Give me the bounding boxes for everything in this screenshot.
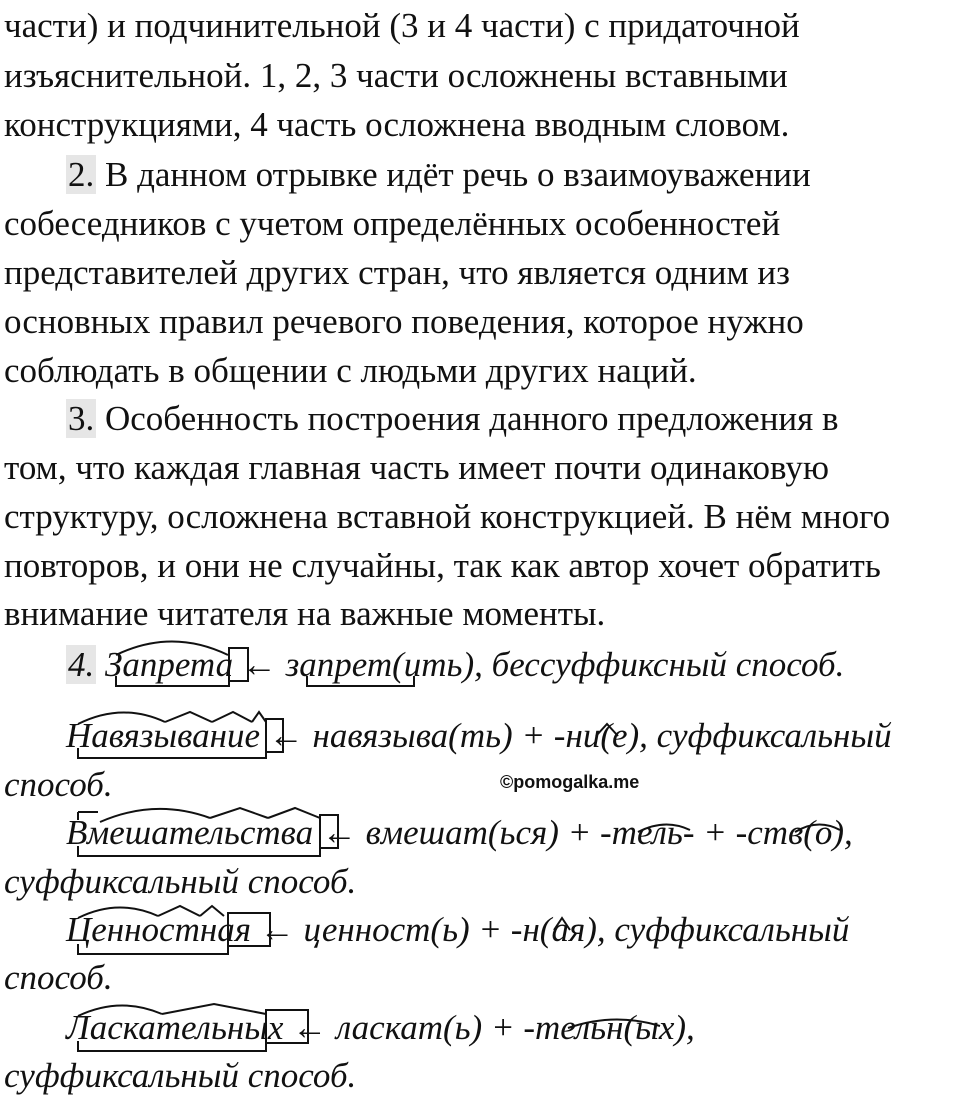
text-line: части) и подчинительной (3 и 4 части) с придаточной	[4, 6, 800, 45]
word-derivation: ← ценност(ь) + -н(ая), суффиксальный	[250, 910, 850, 949]
text-line: представителей других стран, что является одним из	[4, 253, 790, 292]
text-line: В данном отрывке идёт речь о взаимоуважении	[96, 155, 811, 194]
word-analysis-3-continuation: суффиксальный способ.	[4, 862, 357, 901]
analyzed-word: Ценностная	[66, 910, 251, 949]
word-analysis-4	[66, 910, 849, 950]
word-derivation: ← запрет(ить), бессуффиксный способ.	[233, 645, 845, 684]
word-derivation: ← вмешат(ься) + -тель- + -ств(о),	[313, 813, 853, 852]
item-3-first-line	[66, 399, 839, 439]
text-line: повторов, и они не случайны, так как автор хочет обратить	[4, 546, 881, 585]
word-analysis-5	[66, 1008, 695, 1048]
word-analysis-2	[66, 716, 892, 756]
analyzed-word: Навязывание	[66, 716, 260, 755]
word-derivation: ← ласкат(ь) + -тельн(ых),	[283, 1008, 695, 1047]
text-line: структуру, осложнена вставной конструкцией. В нём много	[4, 497, 891, 536]
item-2-first-line	[66, 155, 811, 195]
item-4-number: 4.	[68, 645, 95, 684]
analyzed-word: Запрета	[105, 645, 234, 684]
word-analysis-3	[66, 813, 853, 853]
word-analysis-5-continuation: суффиксальный способ.	[4, 1056, 357, 1095]
text-line: изъяснительной. 1, 2, 3 части осложнены вставными	[4, 56, 788, 95]
word-analysis-2-continuation: способ.	[4, 765, 113, 804]
text-line: основных правил речевого поведения, которое нужно	[4, 302, 804, 341]
watermark: ©pomogalka.me	[500, 772, 640, 792]
word-analysis-4-continuation: способ.	[4, 958, 113, 997]
text-line: собеседников с учетом определённых особенностей	[4, 204, 781, 243]
word-analysis-1	[66, 645, 844, 685]
word-derivation: ← навязыва(ть) + -ни(е), суффиксальный	[260, 716, 892, 755]
analyzed-word: Вмешательства	[66, 813, 314, 852]
text-line: том, что каждая главная часть имеет почти одинаковую	[4, 448, 829, 487]
item-2-number: 2.	[68, 155, 95, 194]
text-line: соблюдать в общении с людьми других наций.	[4, 351, 697, 390]
item-3-number: 3.	[68, 399, 95, 438]
text-line: внимание читателя на важные моменты.	[4, 594, 606, 633]
text-line: конструкциями, 4 часть осложнена вводным словом.	[4, 105, 790, 144]
analyzed-word: Ласкательных	[66, 1008, 284, 1047]
text-line: Особенность построения данного предложения в	[96, 399, 839, 438]
